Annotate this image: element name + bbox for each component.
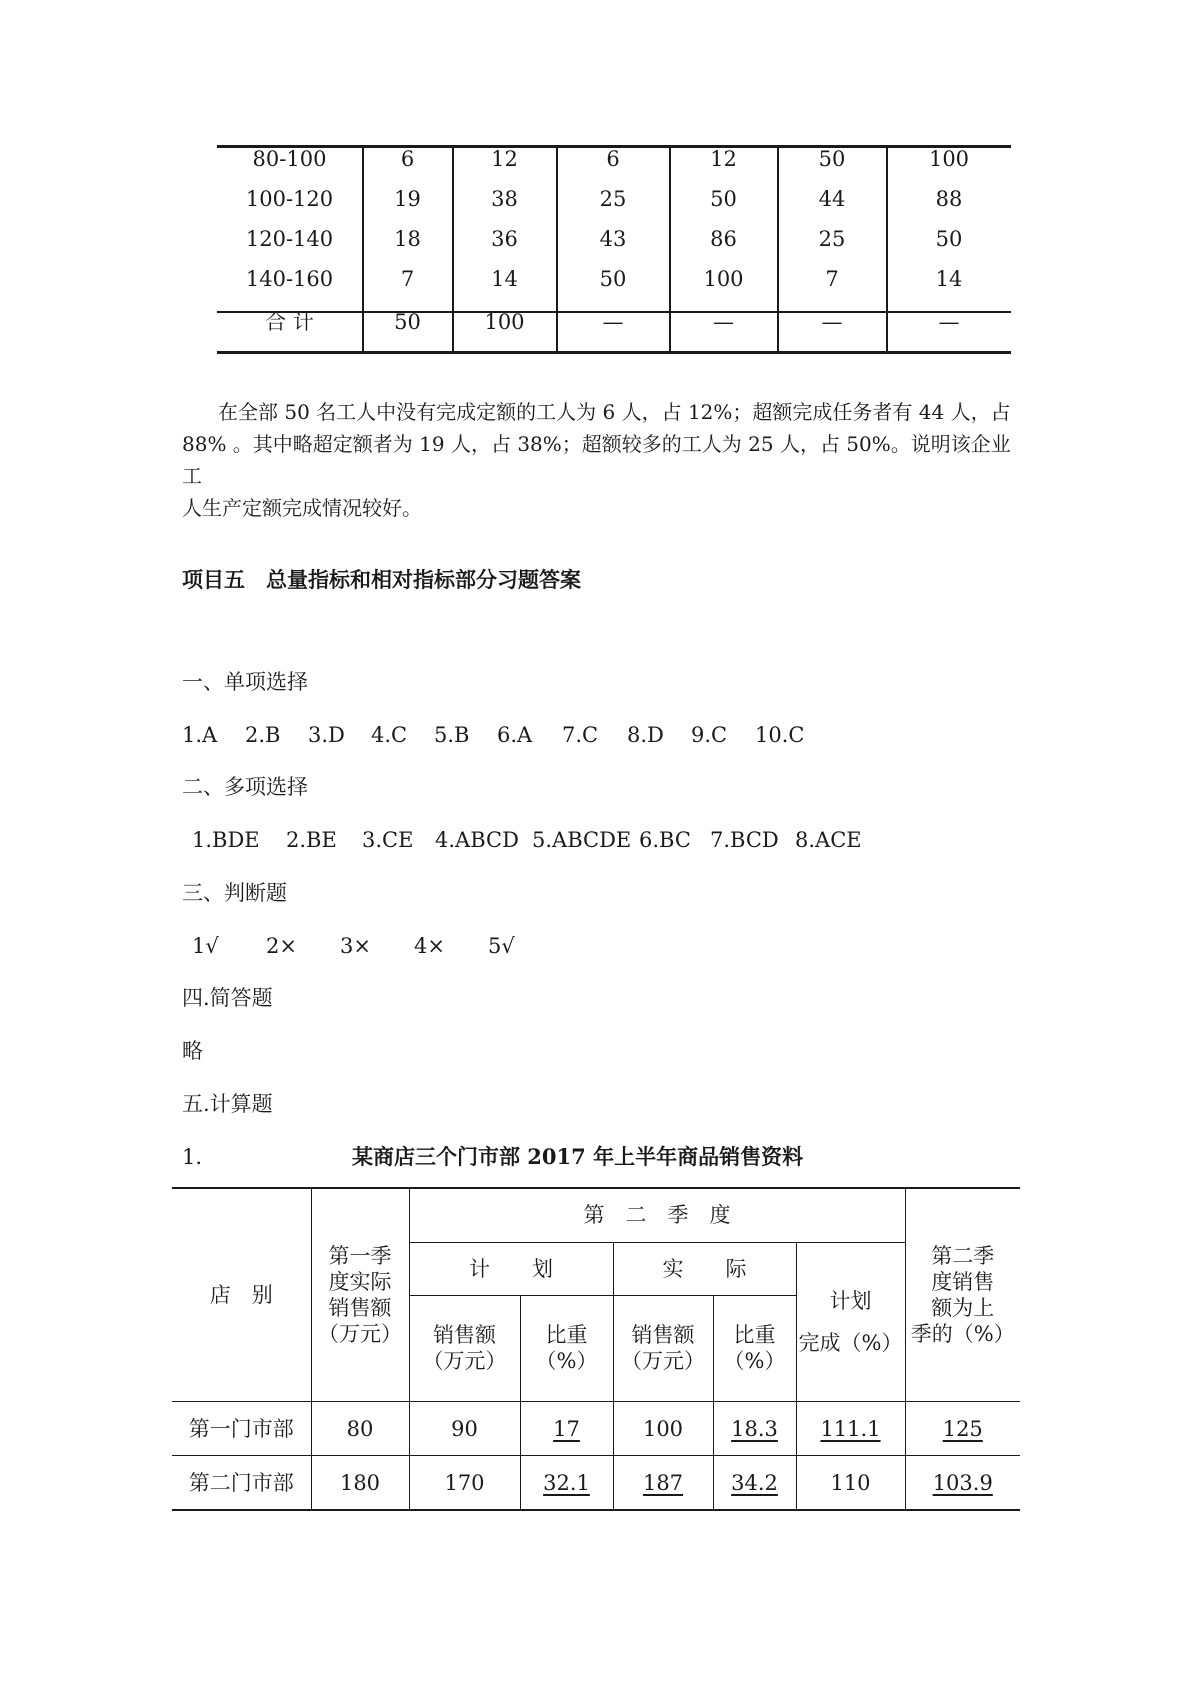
answer-item: 5.B bbox=[434, 723, 470, 747]
table-cell: 32.1 bbox=[520, 1456, 613, 1510]
answer-item: 3× bbox=[340, 934, 371, 958]
answer-item: 7.C bbox=[562, 723, 599, 747]
table-cell: 111.1 bbox=[796, 1402, 905, 1456]
store-name: 第一门市部 bbox=[172, 1402, 311, 1456]
table-cell: 100 bbox=[484, 310, 525, 334]
table-cell: 100 bbox=[703, 267, 744, 291]
table-cell: 50 bbox=[599, 267, 627, 291]
table-cell: 19 bbox=[394, 187, 421, 211]
section-title: 项目五 总量指标和相对指标部分习题答案 bbox=[182, 567, 581, 592]
table-cell: 50 bbox=[394, 310, 421, 334]
answer-item: 10.C bbox=[755, 723, 805, 747]
table-cell: 38 bbox=[491, 187, 518, 211]
table-cell: 100 bbox=[613, 1402, 713, 1456]
answer-item: 4.C bbox=[371, 723, 408, 747]
header-actual-sales: 销售额 （万元） bbox=[613, 1295, 713, 1401]
table-cell: 103.9 bbox=[905, 1456, 1020, 1510]
table-cell: 50 bbox=[818, 147, 846, 171]
answer-item: 2.B bbox=[245, 723, 281, 747]
answer-item: 1√ bbox=[192, 934, 219, 958]
header-actual: 实 际 bbox=[613, 1242, 796, 1295]
answer-item: 8.D bbox=[627, 723, 664, 747]
header-q2-vs-q1: 第二季 度销售 额为上 季的（%） bbox=[905, 1188, 1020, 1402]
table-cell: 86 bbox=[710, 227, 737, 251]
answer-item: 5.ABCDE bbox=[532, 828, 632, 852]
table-cell: 17 bbox=[520, 1402, 613, 1456]
header-plan-completion: 计划 完成（%） bbox=[796, 1242, 905, 1401]
answer-item: 6.A bbox=[497, 723, 533, 747]
answer-item: 5√ bbox=[488, 934, 515, 958]
table-cell: 7 bbox=[400, 267, 415, 291]
table-cell: 7 bbox=[825, 267, 839, 291]
table-cell: 187 bbox=[613, 1456, 713, 1510]
store-name: 第二门市部 bbox=[172, 1456, 311, 1510]
table-cell: 170 bbox=[409, 1456, 520, 1510]
part1-heading: 一、单项选择 bbox=[182, 670, 308, 694]
header-store: 店 别 bbox=[172, 1188, 311, 1402]
table-cell: 110 bbox=[796, 1456, 905, 1510]
answer-item: 1.A bbox=[182, 723, 218, 747]
part3-answers bbox=[192, 933, 515, 959]
header-actual-share: 比重 （%） bbox=[713, 1295, 796, 1401]
table-row bbox=[172, 1402, 1020, 1456]
table-cell: 12 bbox=[491, 147, 518, 171]
answer-item: 3.CE bbox=[362, 828, 414, 852]
header-q1-actual: 第一季 度实际 销售额 （万元） bbox=[311, 1188, 409, 1402]
answer-item: 7.BCD bbox=[710, 828, 779, 852]
table-cell: — bbox=[821, 310, 843, 334]
table-cell: 36 bbox=[491, 227, 518, 251]
answer-item: 4× bbox=[414, 934, 445, 958]
row-label: 140-160 bbox=[245, 267, 334, 291]
header-q2: 第 二 季 度 bbox=[409, 1188, 905, 1242]
table-cell: 125 bbox=[905, 1402, 1020, 1456]
table-cell: 14 bbox=[935, 267, 963, 291]
part3-heading: 三、判断题 bbox=[182, 881, 287, 905]
table-cell: 6 bbox=[606, 147, 620, 171]
row-label: 80-100 bbox=[252, 147, 327, 171]
item-number: 1. bbox=[182, 1145, 203, 1169]
answer-item: 1.BDE bbox=[192, 828, 260, 852]
table-cell: 100 bbox=[928, 147, 970, 171]
table-cell: — bbox=[713, 310, 734, 334]
table-cell: 12 bbox=[710, 147, 737, 171]
table-cell: 44 bbox=[818, 187, 846, 211]
part2-heading: 二、多项选择 bbox=[182, 775, 308, 799]
part5-heading: 五.计算题 bbox=[182, 1092, 273, 1116]
header-plan: 计 划 bbox=[409, 1242, 613, 1295]
answer-item: 6.BC bbox=[639, 828, 691, 852]
answer-item: 2× bbox=[266, 934, 297, 958]
paragraph-line: 人生产定额完成情况较好。 bbox=[182, 496, 422, 520]
table-cell: 14 bbox=[491, 267, 518, 291]
table-cell: 25 bbox=[818, 227, 846, 251]
table-cell: 90 bbox=[409, 1402, 520, 1456]
table-cell: 88 bbox=[935, 187, 963, 211]
table-cell: 34.2 bbox=[713, 1456, 796, 1510]
part4-answer: 略 bbox=[182, 1039, 203, 1063]
table-cell: 18 bbox=[394, 227, 421, 251]
part1-answers bbox=[182, 722, 804, 748]
table-cell: 50 bbox=[935, 227, 963, 251]
table-cell: 80 bbox=[311, 1402, 409, 1456]
table-cell: 25 bbox=[599, 187, 627, 211]
analysis-paragraph bbox=[182, 396, 1022, 524]
table-cell: 43 bbox=[599, 227, 627, 251]
total-label: 合 计 bbox=[265, 310, 314, 334]
table-title: 某商店三个门市部 2017 年上半年商品销售资料 bbox=[352, 1144, 804, 1169]
answer-item: 8.ACE bbox=[795, 828, 862, 852]
table-bottom-rule bbox=[217, 351, 1011, 354]
table-cell: 6 bbox=[400, 147, 415, 171]
answer-item: 2.BE bbox=[286, 828, 337, 852]
row-label: 120-140 bbox=[245, 227, 334, 251]
table-cell: 50 bbox=[710, 187, 737, 211]
part2-answers bbox=[192, 827, 862, 853]
header-plan-sales: 销售额 （万元） bbox=[409, 1295, 520, 1401]
table-cell: 18.3 bbox=[713, 1402, 796, 1456]
paragraph-line: 88% 。其中略超定额者为 19 人，占 38%；超额较多的工人为 25 人，占 50%。说明该企业工 bbox=[182, 432, 1011, 488]
part4-heading: 四.简答题 bbox=[182, 986, 273, 1010]
header-plan-share: 比重 （%） bbox=[520, 1295, 613, 1401]
row-label: 100-120 bbox=[245, 187, 334, 211]
answer-item: 4.ABCD bbox=[435, 828, 519, 852]
answer-item: 9.C bbox=[691, 723, 728, 747]
table-cell: 180 bbox=[311, 1456, 409, 1510]
table-row bbox=[172, 1456, 1020, 1510]
paragraph-line: 在全部 50 名工人中没有完成定额的工人为 6 人，占 12%；超额完成任务者有 44 人，占 bbox=[218, 400, 1011, 424]
answer-item: 3.D bbox=[308, 723, 345, 747]
table-cell: — bbox=[602, 310, 624, 334]
table-cell: — bbox=[938, 310, 960, 334]
sales-table bbox=[172, 1187, 1020, 1511]
